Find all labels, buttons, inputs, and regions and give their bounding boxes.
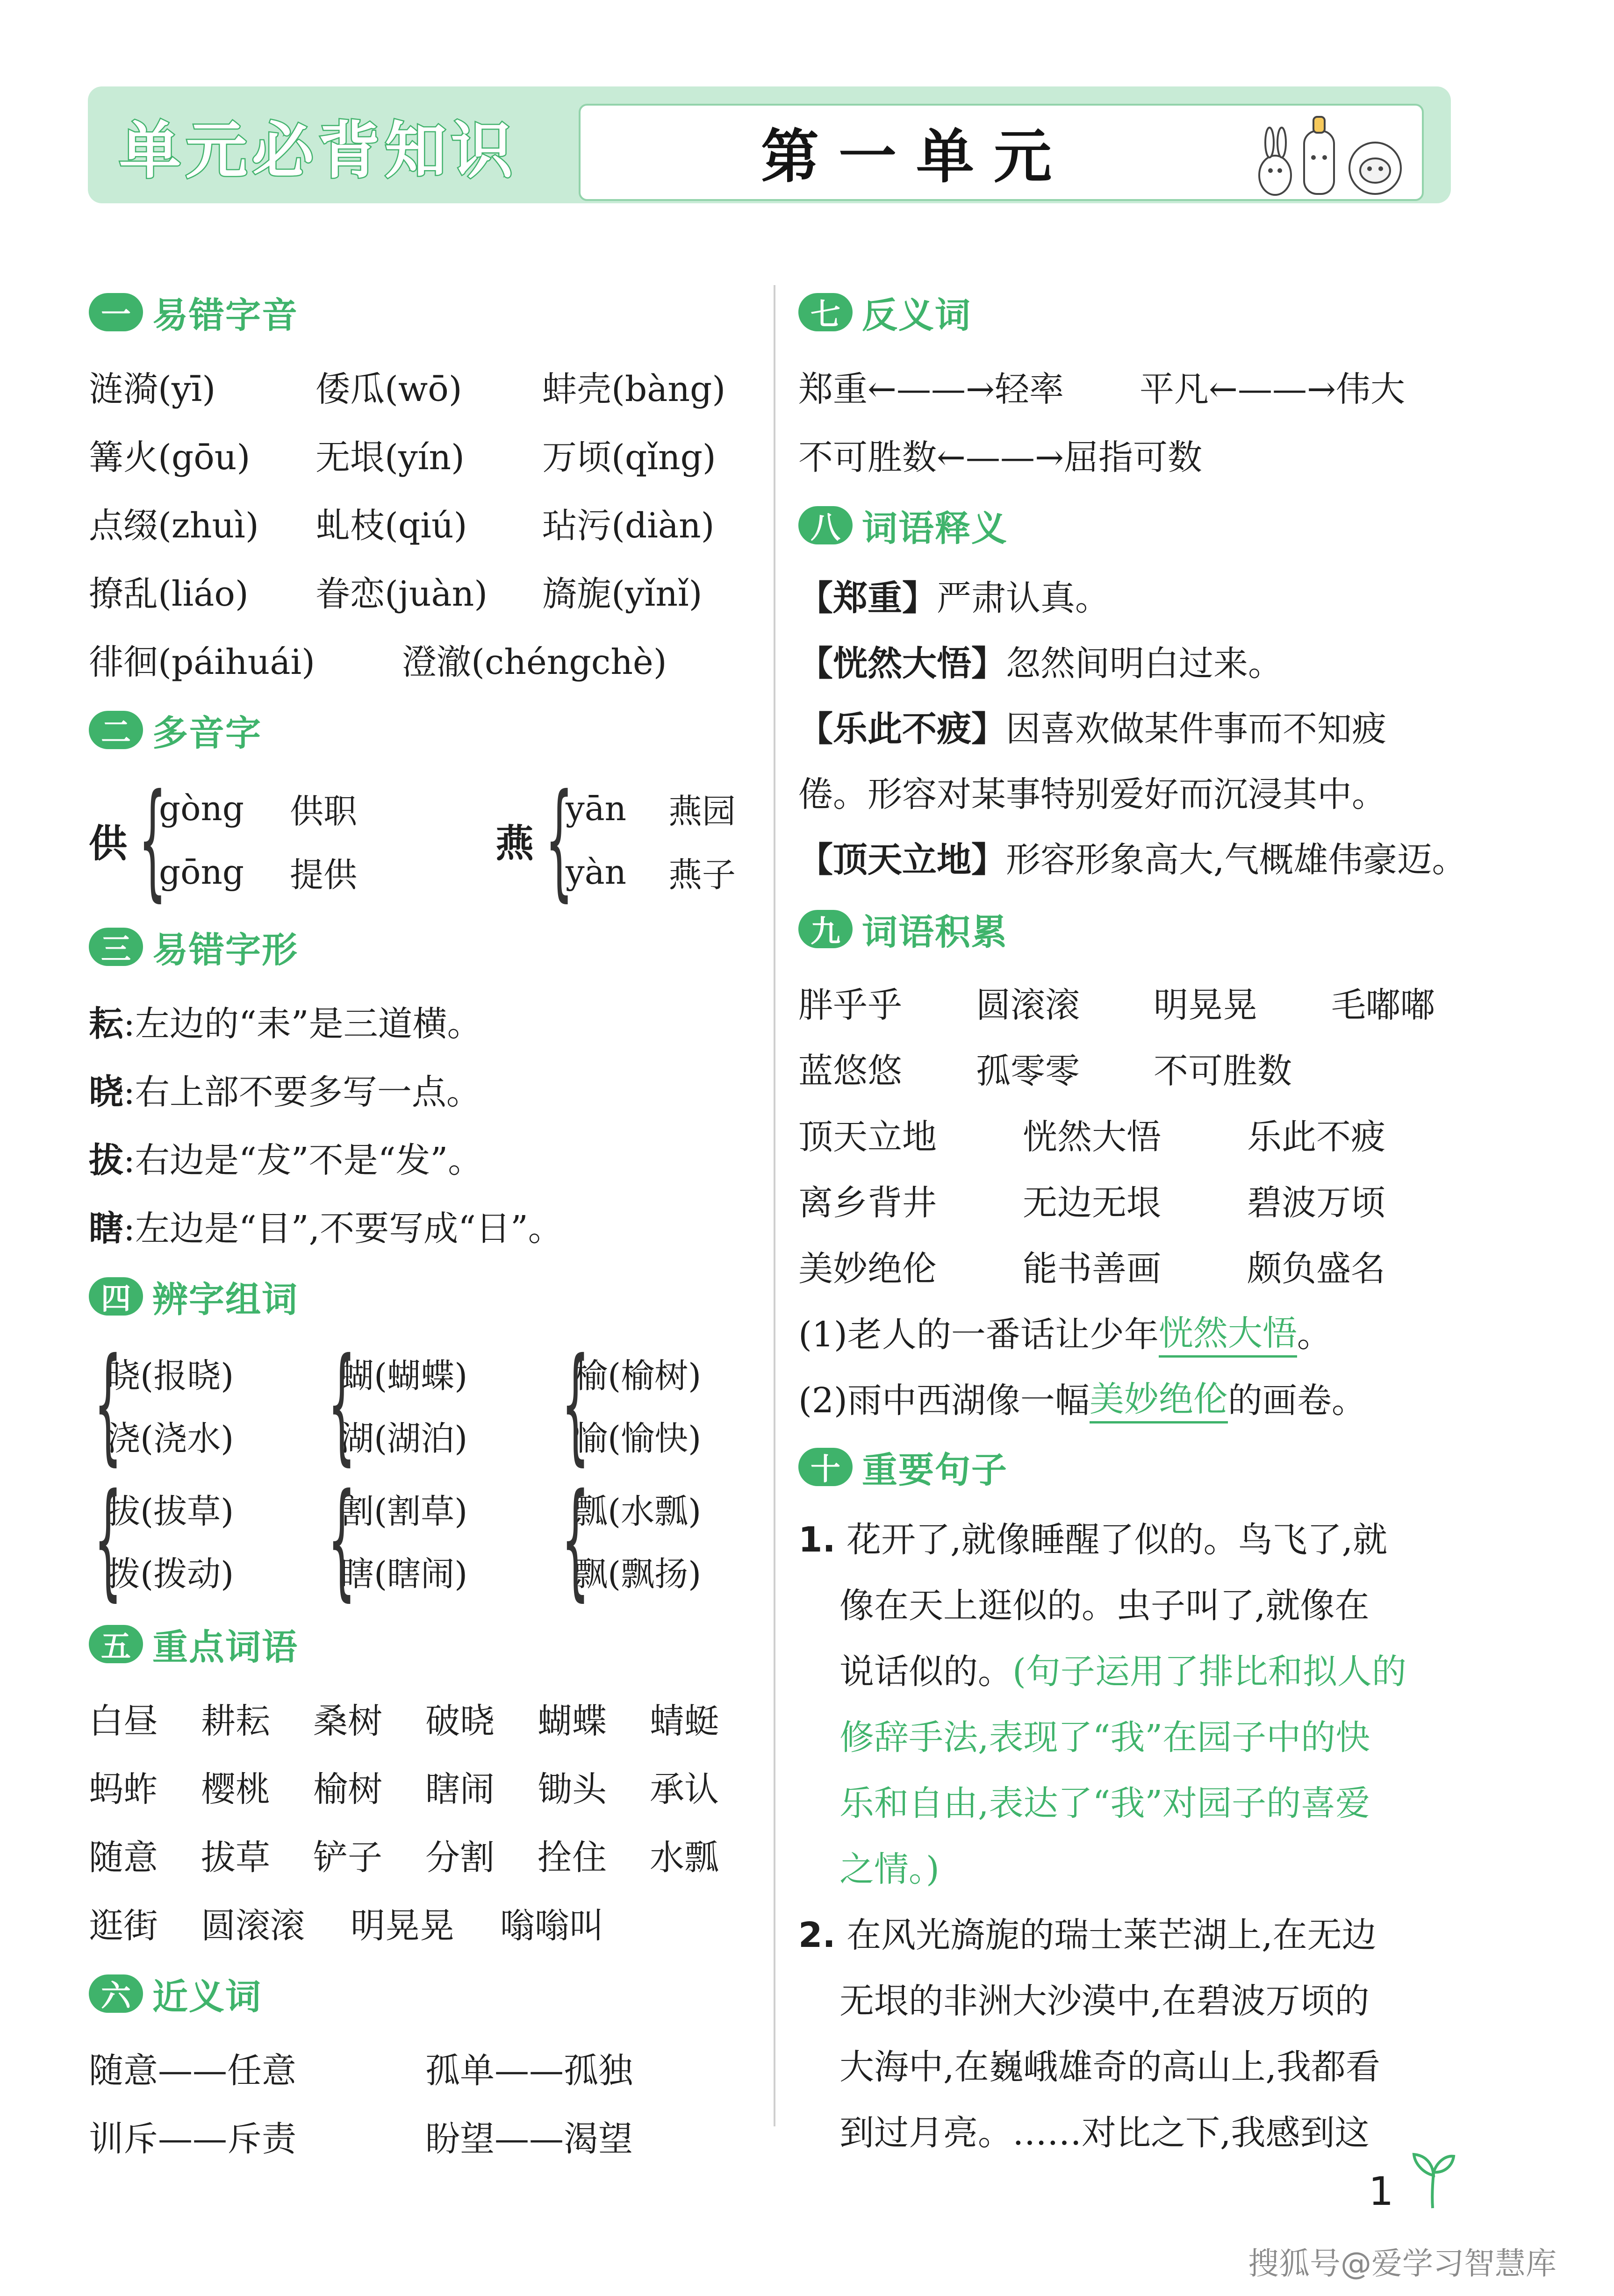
synonym-pair: 盼望——渴望 (425, 2119, 633, 2159)
compare-word: 晓(报晓) (107, 1356, 234, 1395)
glyph-char: 耘 (89, 1004, 123, 1044)
definition (798, 762, 1471, 827)
synonym-pair: 训斥——斥责 (89, 2119, 296, 2159)
word: 颇负盛名 (1247, 1248, 1385, 1289)
glyph-char: 拔 (89, 1140, 123, 1180)
pinyin-row (89, 489, 743, 557)
section-1-header (89, 284, 743, 340)
glyph-text: :左边的“耒”是三道横。 (123, 1004, 482, 1044)
keyword: 榆树 (313, 1769, 382, 1810)
glyph-char: 瞎 (89, 1209, 123, 1249)
exercise-answer: 美妙绝伦 (1090, 1372, 1228, 1423)
section-title: 辨字组词 (152, 1278, 298, 1320)
bottle-icon (1304, 117, 1334, 194)
brace-icon: { (328, 1466, 356, 1613)
keyword: 锄头 (538, 1769, 607, 1810)
sentence-2 (798, 1903, 1471, 2166)
word: 圆滚滚 (976, 985, 1080, 1025)
word: 毛嘟嘟 (1331, 985, 1435, 1025)
sentence-line: 花开了,就像睡醒了似的。鸟飞了,就 (846, 1520, 1388, 1560)
compare-word: 拨(拨动) (107, 1554, 234, 1594)
section-title: 多音字 (152, 712, 262, 754)
sentence-line: 说话似的。 (839, 1652, 1012, 1692)
sentence-line: 在风光旖旎的瑞士莱芒湖上,在无边 (846, 1915, 1377, 1955)
antonym-row (798, 352, 1471, 421)
sentence-line: 到过月亮。……对比之下,我感到这 (839, 2113, 1370, 2153)
section-title: 易错字形 (152, 929, 298, 971)
definition-term: 【乐此不疲】 (798, 709, 1006, 749)
header-title: 单元必背知识 (119, 115, 517, 187)
antonym-pair: 郑重←——→轻率 (798, 369, 1064, 409)
section-badge: 八 (798, 506, 853, 544)
keyword-row (89, 1821, 743, 1889)
sprout-icon (1409, 2150, 1456, 2210)
keyword: 蚂蚱 (89, 1769, 158, 1810)
exercise-text: 。 (1297, 1314, 1332, 1355)
glyph-tip (89, 1192, 743, 1260)
compare-word: 瞎(瞎闹) (340, 1554, 468, 1594)
compare-group (89, 1330, 323, 1478)
section-badge: 七 (798, 293, 853, 331)
glyph-text: :右上部不要多写一点。 (123, 1072, 481, 1112)
word-row (798, 969, 1471, 1035)
compare-group (323, 1330, 556, 1478)
section-title: 易错字音 (152, 294, 298, 336)
keyword-row (89, 1889, 743, 1957)
keyword: 逛街 (89, 1906, 158, 1946)
sentence-note: 乐和自由,表达了“我”对园子的喜爱 (839, 1783, 1370, 1824)
definition-text: 倦。形容对某事特别爱好而沉浸其中。 (798, 774, 1386, 815)
section-10-header (798, 1439, 1471, 1495)
synonym-row (89, 2102, 743, 2170)
keyword: 承认 (650, 1769, 719, 1810)
keyword-row (89, 1684, 743, 1752)
definition (798, 696, 1471, 762)
section-badge: 九 (798, 910, 853, 948)
rabbit-icon (1259, 128, 1291, 195)
keyword: 嗡嗡叫 (500, 1906, 604, 1946)
section-badge: 六 (89, 1974, 143, 2013)
keyword: 蜻蜓 (650, 1701, 719, 1741)
polyphone-group (89, 766, 495, 914)
section-8-header (798, 497, 1471, 553)
polyphone-row (89, 766, 743, 914)
glyph-char: 晓 (89, 1072, 123, 1112)
pinyin-row (89, 557, 743, 625)
section-badge: 二 (89, 711, 143, 749)
keyword: 拴住 (538, 1838, 607, 1878)
section-title: 重点词语 (152, 1626, 298, 1668)
pinyin-item: 旖旎(yǐnǐ) (542, 574, 703, 614)
word: 燕园 (668, 792, 736, 831)
compare-group (323, 1466, 556, 1613)
word-row (798, 1233, 1471, 1299)
definition (798, 565, 1471, 631)
pinyin-item: 万顷(qǐng) (542, 437, 716, 478)
section-2-header (89, 702, 743, 758)
pinyin-item: 澄澈(chéngchè) (402, 642, 667, 682)
brace-icon: { (94, 1466, 122, 1613)
definition (798, 631, 1471, 696)
definition (798, 827, 1471, 893)
compare-word: 浇(浇水) (107, 1419, 234, 1458)
synonym-pair: 孤单——孤独 (425, 2051, 633, 2091)
section-6-header (89, 1966, 743, 2022)
glyph-tip (89, 1055, 743, 1123)
word: 不可胜数 (1154, 1051, 1292, 1091)
exercise-text: (1)老人的一番话让少年 (798, 1314, 1159, 1355)
polyphone-char: 燕 (495, 821, 534, 866)
compare-word: 拔(拔草) (107, 1492, 234, 1531)
word: 美妙绝伦 (798, 1248, 937, 1289)
compare-row (89, 1330, 743, 1478)
word: 乐此不疲 (1247, 1116, 1385, 1157)
word: 提供 (290, 855, 358, 894)
exercise-answer: 恍然大悟 (1159, 1306, 1297, 1358)
pinyin-item: 眷恋(juàn) (316, 574, 488, 614)
antonym-row (798, 421, 1471, 489)
polyphone-lines (159, 780, 357, 901)
keyword: 耕耘 (201, 1701, 270, 1741)
word: 胖乎乎 (798, 985, 902, 1025)
synonym-pair: 随意——任意 (89, 2051, 296, 2091)
sentence-note: 之情。) (839, 1849, 940, 1889)
compare-word: 愉(愉快) (574, 1419, 702, 1458)
compare-word: 飘(飘扬) (574, 1554, 702, 1594)
polyphone-group (495, 766, 736, 914)
compare-word: 割(割草) (340, 1492, 468, 1531)
word: 明晃晃 (1154, 985, 1257, 1025)
pinyin-item: 篝火(gōu) (89, 437, 251, 478)
compare-group (556, 1330, 702, 1478)
sentence-line: 大海中,在巍峨雄奇的高山上,我都看 (839, 2047, 1381, 2087)
pinyin-row (89, 625, 743, 694)
pinyin: gōng (159, 852, 244, 892)
compare-word: 瓢(水瓢) (574, 1492, 702, 1531)
keyword: 蝴蝶 (538, 1701, 607, 1741)
exercise-text: 的画卷。 (1227, 1380, 1366, 1421)
definition-text: 形容形象高大,气概雄伟豪迈。 (1006, 840, 1467, 880)
pinyin-item: 徘徊(páihuái) (89, 642, 315, 682)
compare-group (556, 1466, 702, 1613)
compare-word: 蝴(蝴蝶) (340, 1356, 468, 1395)
glyph-tip (89, 1123, 743, 1192)
word: 能书善画 (1023, 1248, 1161, 1289)
keyword: 白昼 (89, 1701, 158, 1741)
sentence-number: 1. (798, 1520, 836, 1560)
exercise-text: (2)雨中西湖像一幅 (798, 1380, 1090, 1421)
brace-icon: { (94, 1330, 122, 1478)
section-title: 词语释义 (862, 507, 1008, 549)
keyword: 樱桃 (201, 1769, 270, 1810)
synonym-row (89, 2034, 743, 2102)
section-4-header (89, 1268, 743, 1324)
brace-icon: { (561, 1466, 590, 1613)
section-title: 近义词 (152, 1975, 262, 2017)
exercise-2 (798, 1365, 1471, 1431)
definition-text: 严肃认真。 (937, 578, 1110, 618)
section-badge: 一 (89, 293, 143, 331)
pinyin-item: 撩乱(liáo) (89, 574, 249, 614)
word: 碧波万顷 (1247, 1182, 1385, 1223)
column-divider (774, 285, 775, 2126)
section-title: 反义词 (862, 294, 971, 336)
pinyin-item: 点缀(zhuì) (89, 506, 259, 546)
mascot-group (1253, 105, 1421, 199)
section-5-header (89, 1616, 743, 1672)
antonym-pair: 平凡←——→伟大 (1140, 369, 1406, 409)
watermark: 搜狐号@爱学习智慧库 (1248, 2246, 1557, 2282)
left-column (89, 276, 743, 2170)
unit-title: 第一单元 (760, 123, 1071, 191)
definition-text: 忽然间明白过来。 (1006, 644, 1283, 684)
keyword: 圆滚滚 (201, 1906, 305, 1946)
sentence-number: 2. (798, 1915, 836, 1955)
section-7-header (798, 284, 1471, 340)
pinyin-item: 涟漪(yī) (89, 369, 216, 409)
keyword: 瞎闹 (425, 1769, 495, 1810)
section-badge: 十 (798, 1448, 853, 1486)
pinyin-item: 虬枝(qiú) (316, 506, 467, 546)
pinyin-item: 倭瓜(wō) (316, 369, 462, 409)
word: 无边无垠 (1023, 1182, 1161, 1223)
keyword: 破晓 (425, 1701, 495, 1741)
definition-text: 因喜欢做某件事而不知疲 (1006, 709, 1386, 749)
section-badge: 三 (89, 928, 143, 966)
word-row (798, 1035, 1471, 1101)
sheep-icon (1349, 143, 1401, 194)
brace-icon: { (545, 766, 574, 914)
definition-term: 【恍然大悟】 (798, 644, 1006, 684)
keyword: 水瓢 (650, 1838, 719, 1878)
glyph-tip (89, 987, 743, 1055)
word: 离乡背井 (798, 1182, 937, 1223)
definition-term: 【顶天立地】 (798, 840, 1006, 880)
word: 孤零零 (976, 1051, 1080, 1091)
glyph-text: :左边是“目”,不要写成“日”。 (123, 1209, 563, 1249)
pinyin-row (89, 352, 743, 421)
brace-icon: { (138, 766, 167, 914)
glyph-text: :右边是“犮”不是“发”。 (123, 1140, 483, 1180)
word: 供职 (290, 792, 358, 831)
section-9-header (798, 901, 1471, 957)
pinyin-item: 无垠(yín) (316, 437, 465, 478)
polyphone-lines (566, 780, 736, 901)
definition-term: 【郑重】 (798, 578, 937, 618)
word-row (798, 1167, 1471, 1233)
section-title: 词语积累 (862, 911, 1008, 953)
page-number: 1 (1369, 2168, 1394, 2214)
word: 顶天立地 (798, 1116, 937, 1157)
section-badge: 四 (89, 1277, 143, 1316)
keyword: 明晃晃 (351, 1906, 454, 1946)
brace-icon: { (328, 1330, 356, 1478)
right-column (798, 276, 1471, 2166)
pinyin: yàn (566, 852, 626, 892)
pinyin-row (89, 421, 743, 489)
keyword: 随意 (89, 1838, 158, 1878)
sentence-note: (句子运用了排比和拟人的 (1012, 1652, 1406, 1692)
keyword-row (89, 1752, 743, 1821)
word: 恍然大悟 (1023, 1116, 1161, 1157)
word: 燕子 (668, 855, 736, 894)
sentence-line: 无垠的非洲大沙漠中,在碧波万顷的 (839, 1981, 1370, 2021)
brace-icon: { (561, 1330, 590, 1478)
sentence-note: 修辞手法,表现了“我”在园子中的快 (839, 1717, 1370, 1758)
keyword: 分割 (425, 1838, 495, 1878)
word: 蓝悠悠 (798, 1051, 902, 1091)
word-row (798, 1101, 1471, 1167)
exercise-1 (798, 1299, 1471, 1365)
compare-word: 榆(榆树) (574, 1356, 702, 1395)
pinyin: gòng (159, 789, 244, 828)
keyword: 拔草 (201, 1838, 270, 1878)
pinyin-item: 蚌壳(bàng) (542, 369, 726, 409)
sentence-line: 像在天上逛似的。虫子叫了,就像在 (839, 1586, 1370, 1626)
compare-word: 湖(湖泊) (340, 1419, 468, 1458)
antonym-pair: 不可胜数←——→屈指可数 (798, 437, 1203, 478)
compare-row (89, 1466, 743, 1613)
pinyin-item: 玷污(diàn) (542, 506, 715, 546)
section-badge: 五 (89, 1625, 143, 1663)
keyword: 桑树 (313, 1701, 382, 1741)
polyphone-char: 供 (89, 821, 128, 866)
pinyin: yān (566, 789, 626, 828)
sentence-1 (798, 1507, 1471, 1903)
compare-group (89, 1466, 323, 1613)
section-title: 重要句子 (862, 1449, 1008, 1491)
section-3-header (89, 919, 743, 975)
keyword: 铲子 (313, 1838, 382, 1878)
